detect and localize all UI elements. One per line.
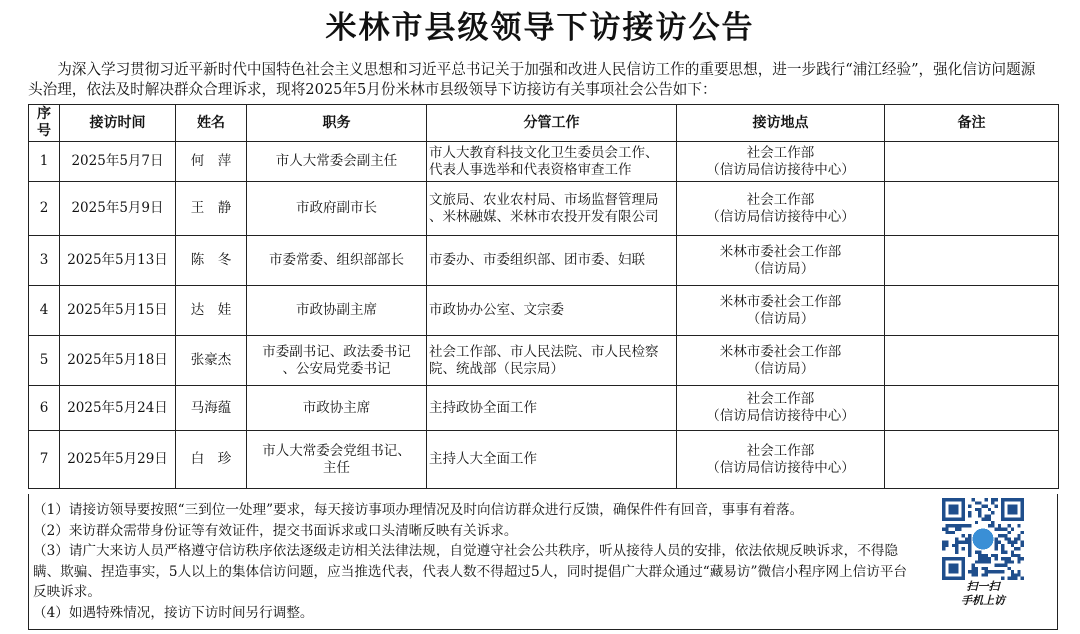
cell-duties: [427, 286, 677, 336]
cell-place-line: 米林市委社会工作部: [719, 243, 842, 260]
cell-no: 2: [29, 182, 60, 236]
cell-duties-line: 主持政协全面工作: [429, 399, 537, 416]
qr-code-icon[interactable]: [942, 498, 1024, 580]
cell-remark: [885, 286, 1059, 336]
cell-duties-line: 、米林融媒、米林市农投开发有限公司: [429, 208, 659, 225]
cell-position-line: 主任: [323, 459, 350, 476]
cell-remark: [885, 236, 1059, 286]
cell-place-line: 社会工作部: [746, 191, 815, 208]
cell-place: [677, 286, 885, 336]
cell-name: 达 娃: [176, 286, 247, 336]
cell-place-line: （信访局信访接待中心）: [706, 208, 855, 225]
cell-remark: [885, 142, 1059, 182]
header-place: 接访地点: [677, 105, 885, 142]
cell-time: 2025年5月13日: [60, 236, 176, 286]
qr-center-logo: [973, 529, 994, 550]
cell-place: [677, 236, 885, 286]
cell-position-line: 市政协副主席: [296, 302, 377, 318]
note-item: （1）请接访领导要按照“三到位一处理”要求，每天接访事项办理情况及时向信访群众进行反馈，确保件件有回音，事事有着落。: [33, 502, 804, 518]
note-item: （3）请广大来访人员严格遵守信访秩序依法逐级走访相关法律法规，自觉遵守社会公共秩序，听从接待人员的安排，依法依规反映诉求，不得隐瞒、欺骗、捏造事实，5人以上的集体信访问题，应当推选代表，代表人数不得超过5人，同时提倡广大群众通过“藏易访”微信小程序网上信访平台反映诉求。: [33, 543, 908, 600]
cell-duties-line: 社会工作部、市人民法院、市人民检察: [429, 343, 659, 360]
cell-place-line: 社会工作部: [746, 144, 815, 161]
cell-position: [247, 236, 427, 286]
cell-place-line: 米林市委社会工作部: [719, 343, 842, 360]
cell-time: 2025年5月7日: [60, 142, 176, 182]
cell-no: 1: [29, 142, 60, 182]
cell-place-line: 社会工作部: [746, 442, 815, 459]
qr-block: [939, 498, 1027, 608]
table-header-row: [29, 105, 1059, 142]
cell-duties: [427, 431, 677, 489]
cell-place-line: 米林市委社会工作部: [719, 293, 842, 310]
cell-position: [247, 182, 427, 236]
cell-position: [247, 286, 427, 336]
cell-position-line: 、公安局党委书记: [282, 360, 391, 377]
cell-duties: [427, 142, 677, 182]
qr-bottom-caption: 手机上访: [961, 594, 1005, 607]
cell-duties-line: 市委办、市委组织部、团市委、妇联: [429, 252, 645, 268]
visit-schedule-table: [28, 104, 1059, 489]
table-row: [29, 386, 1059, 431]
cell-remark: [885, 182, 1059, 236]
cell-position-line: 市政协主席: [302, 399, 371, 416]
cell-position: [247, 386, 427, 431]
table-row: [29, 286, 1059, 336]
cell-time: 2025年5月9日: [60, 182, 176, 236]
cell-name: 马海蕴: [176, 386, 247, 431]
cell-remark: [885, 431, 1059, 489]
cell-position-line: 市政府副市长: [296, 200, 377, 216]
note-item: （4）如遇特殊情况，接访下访时间另行调整。: [33, 604, 314, 621]
cell-place-line: （信访局信访接待中心）: [706, 459, 855, 476]
cell-place-line: （信访局信访接待中心）: [706, 161, 855, 178]
cell-duties: [427, 386, 677, 431]
cell-remark: [885, 336, 1059, 386]
cell-time: 2025年5月24日: [60, 386, 176, 431]
cell-position-line: 市委常委、组织部部长: [269, 252, 404, 268]
cell-no: 7: [29, 431, 60, 489]
cell-name: 白 珍: [176, 431, 247, 489]
cell-place: [677, 182, 885, 236]
header-remark: 备注: [885, 105, 1059, 142]
cell-no: 4: [29, 286, 60, 336]
cell-duties: [427, 336, 677, 386]
cell-duties-line: 文旅局、农业农村局、市场监督管理局: [429, 191, 659, 208]
cell-no: 3: [29, 236, 60, 286]
cell-duties-line: 主持人大全面工作: [429, 451, 537, 467]
cell-remark: [885, 386, 1059, 431]
cell-duties: [427, 182, 677, 236]
cell-place-line: 社会工作部: [746, 391, 815, 407]
cell-position: [247, 336, 427, 386]
cell-duties: [427, 236, 677, 286]
notes-list: [33, 500, 913, 623]
table-row: [29, 182, 1059, 236]
cell-time: 2025年5月29日: [60, 431, 176, 489]
cell-place-line: （信访局信访接待中心）: [706, 408, 855, 424]
table-row: [29, 236, 1059, 286]
cell-name: 陈 冬: [176, 236, 247, 286]
note-item: （2）来访群众需带身份证等有效证件，提交书面诉求或口头清晰反映有关诉求。: [33, 522, 518, 539]
cell-position: [247, 142, 427, 182]
header-time: 接访时间: [60, 105, 176, 142]
cell-duties-line: 代表人事选举和代表资格审查工作: [429, 161, 632, 178]
table-row: [29, 142, 1059, 182]
cell-position: [247, 431, 427, 489]
qr-top-caption: 扫一扫: [966, 580, 1000, 593]
cell-place: [677, 386, 885, 431]
header-duties: 分管工作: [427, 105, 677, 142]
cell-no: 5: [29, 336, 60, 386]
cell-place: [677, 336, 885, 386]
header-position: 职务: [247, 105, 427, 142]
header-name: 姓名: [176, 105, 247, 142]
intro-paragraph: 为深入学习贯彻习近平新时代中国特色社会主义思想和习近平总书记关于加强和改进人民信访工作的重要思想，进一步践行“浦江经验”，强化信访问题源头治理，依法及时解决群众合理诉求，现将2025年5月份米林市县级领导下访接访有关事项社会公告如下：: [28, 61, 1036, 98]
cell-no: 6: [29, 386, 60, 431]
notes-box: [28, 494, 1058, 630]
cell-place-line: （信访局）: [746, 360, 815, 377]
table-row: [29, 431, 1059, 489]
cell-name: 何 萍: [176, 142, 247, 182]
cell-time: 2025年5月18日: [60, 336, 176, 386]
cell-duties-line: 市政协办公室、文宗委: [429, 302, 564, 318]
cell-position-line: 市委副书记、政法委书记: [262, 343, 411, 360]
cell-duties-line: 院、统战部（民宗局）: [429, 360, 564, 377]
table-row: [29, 336, 1059, 386]
cell-place-line: （信访局）: [746, 310, 815, 327]
cell-position-line: 市人大常委会副主任: [275, 153, 398, 169]
cell-place: [677, 142, 885, 182]
cell-position-line: 市人大常委会党组书记、: [262, 442, 411, 459]
cell-time: 2025年5月15日: [60, 286, 176, 336]
header-no: 序号: [29, 105, 60, 142]
cell-duties-line: 市人大教育科技文化卫生委员会工作、: [429, 144, 659, 161]
cell-name: 张豪杰: [176, 336, 247, 386]
cell-place: [677, 431, 885, 489]
cell-name: 王 静: [176, 182, 247, 236]
page-title: 米林市县级领导下访接访公告: [325, 10, 755, 46]
cell-place-line: （信访局）: [746, 260, 815, 277]
